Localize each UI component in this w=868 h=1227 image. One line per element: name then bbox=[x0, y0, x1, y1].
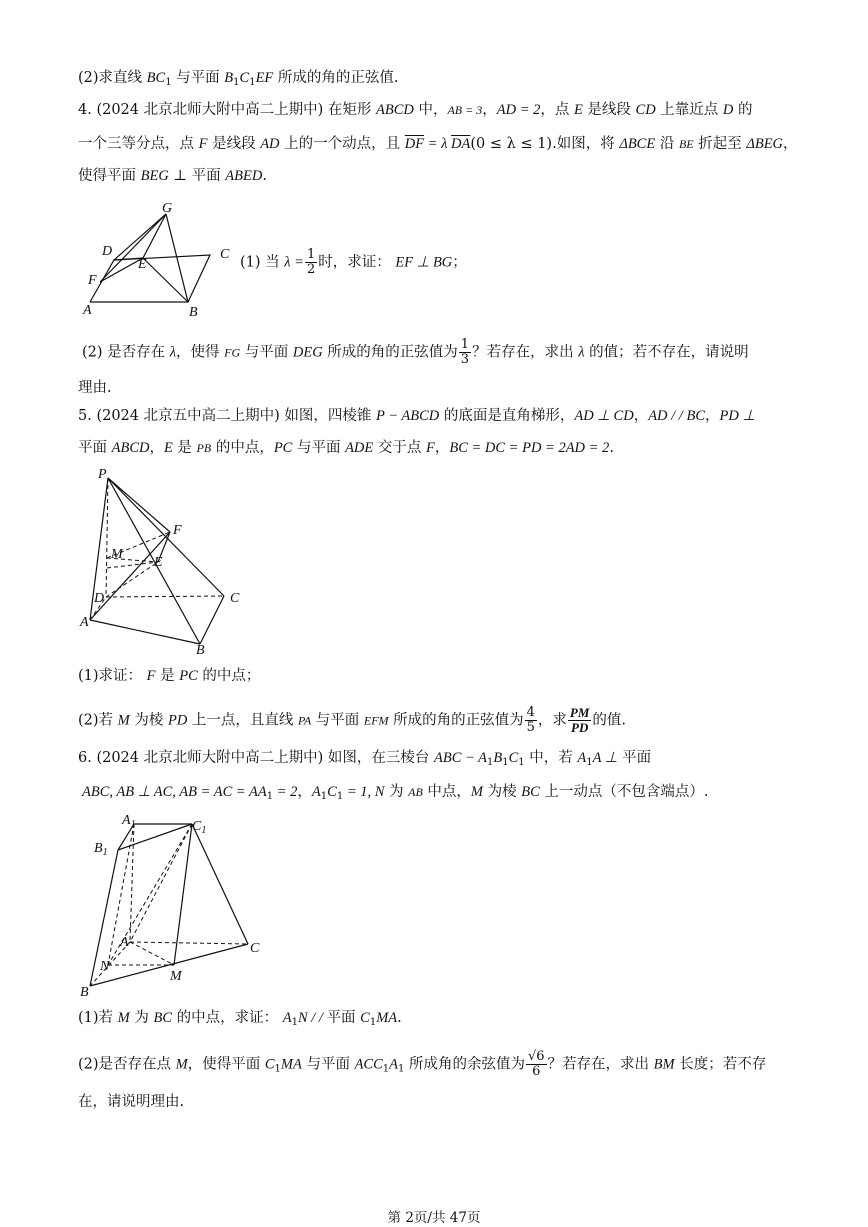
q6-part1: (1)若 M 为 BC 的中点，求证： $A_1N$ / / 平面 $C_1MA$. bbox=[78, 1010, 402, 1028]
fig-label-a: A bbox=[120, 935, 129, 950]
fig-label-d: D bbox=[94, 591, 105, 606]
fig-label-m: M bbox=[111, 547, 123, 562]
fig-label-c: C bbox=[250, 941, 260, 956]
q6-part2: (2)是否存在点 M，使得平面 $C_1MA$ 与平面 $ACC_1A_1$ 所成角的余弦值为 $\frac{√6}{6}$ ？若存在，求出 BM 长度；若不存 bbox=[78, 1049, 767, 1079]
fig-label-e: E bbox=[154, 555, 163, 570]
q5-line2: 平面 ABCD，E 是 PB 的中点，PC 与平面 ADE 交于点 F，BC = DC = PD = 2AD = 2. bbox=[78, 440, 614, 456]
fig-label-b: B bbox=[196, 643, 205, 658]
q3-part2: (2)求直线 $BC_1$ 与平面 $B_1C_1EF$ 所成的角的正弦值. bbox=[78, 70, 399, 88]
q5-part2: (2)若 M 为棱 PD 上一点，且直线 PA 与平面 EFM 所成的角的正弦值为 $\frac{4}{5}$ ，求 $\frac{PM}{PD}$ 的值. bbox=[78, 705, 627, 735]
q5-line1: 5. (2024 北京五中高二上期中) 如图，四棱锥 P − ABCD 的底面是直角梯形，AD ⊥ CD，AD / / BC，PD ⊥ bbox=[78, 408, 756, 424]
q4-line2: 一个三等分点，点 F 是线段 AD 上的一个动点，且 $\overline{DF} = \lambda$ $\overline{DA}(0 \le \lambda \le 1)$.如图，将 ΔBCE 沿 BE 折起至 ΔBEG， bbox=[78, 136, 798, 152]
q4-line3: 使得平面 BEG ⊥ 平面 ABED. bbox=[78, 168, 267, 184]
q4-part2-line2: 理由. bbox=[78, 380, 112, 396]
fig-label-a1: $A_1$ bbox=[122, 813, 136, 830]
q6-line1: 6. (2024 北京北师大附中高二上期中) 如图，在三棱台 ABC − $A_1B_1C_1$ 中，若 $A_1A$ ⊥ 平面 bbox=[78, 750, 652, 768]
fig-label-c: C bbox=[220, 247, 230, 262]
fig-label-m: M bbox=[170, 969, 182, 984]
q6-line2: ABC, AB ⊥ AC, AB = AC = $AA_1 = 2$，$A_1C_1 = 1$, N 为 AB 中点，M 为棱 BC 上一动点（不包含端点）. bbox=[82, 784, 709, 802]
fig-label-p: P bbox=[98, 467, 107, 482]
fig-label-n: N bbox=[100, 959, 110, 974]
q6-part2-line2: 在，请说明理由. bbox=[78, 1094, 185, 1110]
q5-part1: (1)求证： F 是 PC 的中点； bbox=[78, 668, 261, 684]
q5-figure bbox=[78, 462, 258, 658]
fig-label-c: C bbox=[230, 591, 240, 606]
q4-part1: (1) 当 λ = $\frac{1}{2}$ 时，求证： EF ⊥ BG； bbox=[240, 247, 467, 277]
fig-label-c1: $C_1$ bbox=[192, 819, 207, 836]
q4-part2: (2) 是否存在 λ，使得 FG 与平面 DEG 所成的角的正弦值为 $\frac{1}{3}$ ？若存在，求出 λ 的值；若不存在，请说明 bbox=[82, 337, 749, 367]
fig-label-b: B bbox=[189, 305, 198, 318]
q6-figure bbox=[78, 810, 278, 1000]
fig-label-f: F bbox=[173, 523, 182, 538]
fig-label-e: E bbox=[138, 257, 147, 272]
fig-label-b1: $B_1$ bbox=[94, 841, 108, 858]
fig-label-f: F bbox=[88, 273, 97, 288]
q4-figure bbox=[78, 200, 238, 318]
fig-label-b: B bbox=[80, 985, 89, 1000]
q4-line1: 4. (2024 北京北师大附中高二上期中) 在矩形 ABCD 中，AB = 3，AD = 2，点 E 是线段 CD 上靠近点 D 的 bbox=[78, 102, 753, 118]
fig-label-g: G bbox=[162, 201, 173, 216]
fig-label-d: D bbox=[102, 244, 113, 259]
fig-label-a: A bbox=[83, 303, 92, 318]
page-footer: 第 2页/共 47页 bbox=[387, 1210, 481, 1226]
fig-label-a: A bbox=[80, 615, 89, 630]
